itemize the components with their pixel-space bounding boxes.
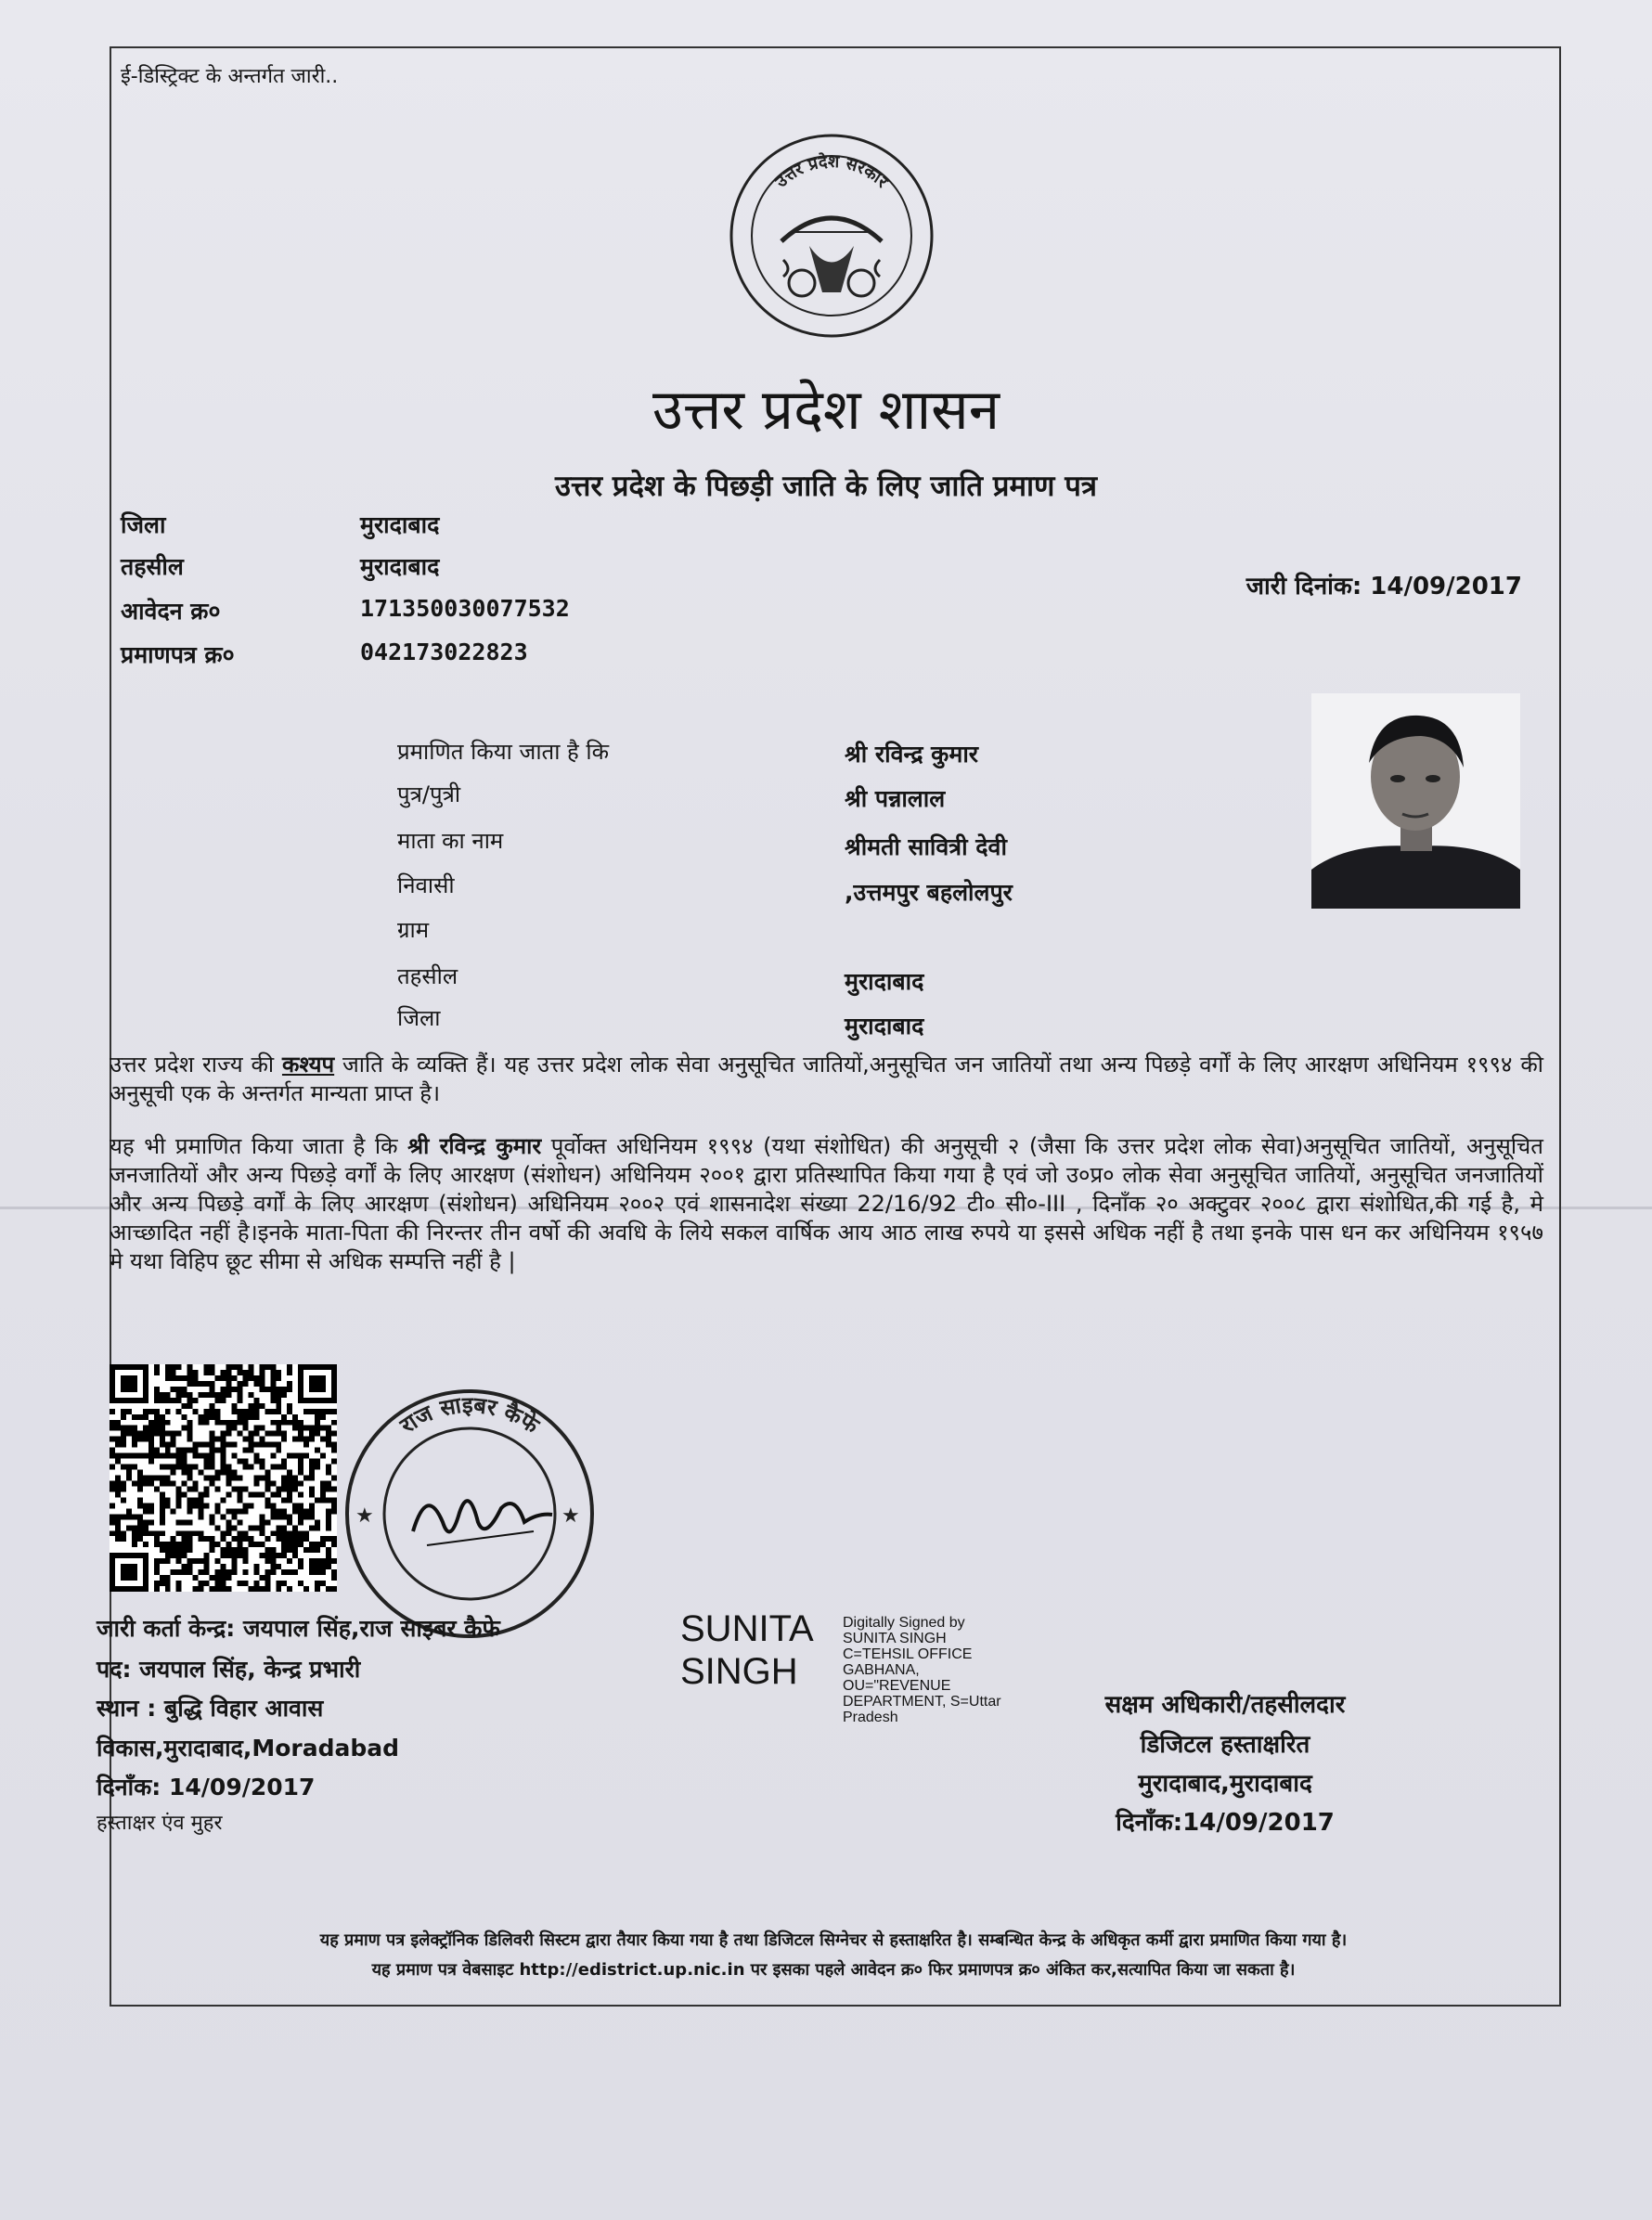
svg-text:★: ★ [561, 1504, 580, 1528]
district-value: मुरादाबाद [360, 511, 440, 538]
certification-paragraph-post: पूर्वोक्त अधिनियम १९९४ (यथा संशोधित) की अनुसूची २ (जैसा कि उत्तर प्रदेश लोक सेवा)अनुसूचित जातियों, अनुसूचित जनजातियों और अन्य पिछड़े वर्गों के लिए आरक्षण (संशोधन) अधिनियम २००१ द्वारा प्रतिस्थापित किया गया है एवं जो उ०प्र० लोक सेवा अनुसूचित जातियों, अनुसूचित जनजातियों और अन्य पिछड़े वर्गों के लिए आरक्षण (संशोधन) अधिनियम २००२ एवं शासनादेश संख्या 22/16/92 टी० सी०-III , दिनाँक २० अक्टुवर २००८ द्वारा संशोधित,की गई है, मे आच्छादित नहीं है।इनके माता-पिता की निरन्तर तीन वर्षो की अवधि के लिये सकल वार्षिक आय आठ लाख रुपये या इससे अधिक नहीं है तथा इनके पास धन कर अधिनियम १९५७ मे यथा विहिप छूट सीमा से अधिक सम्पत्ति नहीं है | [110, 1133, 1543, 1274]
authority-date: दिनाँक:14/09/2017 [1116, 1809, 1335, 1837]
certify-label: प्रमाणित किया जाता है कि [397, 739, 610, 765]
svg-text:राज साइबर कैफे: राज साइबर कैफे [395, 1391, 544, 1439]
svg-text:उत्तर प्रदेश सरकार: उत्तर प्रदेश सरकार [771, 151, 892, 192]
footer-note-1: यह प्रमाण पत्र इलेक्ट्रॉनिक डिलिवरी सिस्टम द्वारा तैयार किया गया है तथा डिजिटल सिग्नेचर से हस्ताक्षरित है। सम्बन्धित केन्द्र के अधिकृत कर्मी द्वारा प्रमाणित किया गया है। [319, 1930, 1348, 1950]
caste-paragraph [110, 1051, 1543, 1108]
applicant-name: श्री रविन्द्र कुमार [845, 741, 979, 768]
authority-location: मुरादाबाद,मुरादाबाद [1138, 1770, 1312, 1798]
certificate-subtitle: उत्तर प्रदेश के पिछड़ी जाति के लिए जाति प्रमाण पत्र [555, 470, 1097, 503]
issue-date: जारी दिनांक: 14/09/2017 [1245, 573, 1522, 600]
mother-name-label: माता का नाम [397, 828, 504, 854]
mother-name: श्रीमती सावित्री देवी [845, 833, 1007, 860]
field-tehsil-value: मुरादाबाद [845, 968, 924, 995]
footer-note-2: यह प्रमाण पत्र वेबसाइट http://edistrict.up.nic.in पर इसका पहले आवेदन क्र० फिर प्रमाणपत्र क्र० अंकित कर,सत्यापित किया जा सकता है। [371, 1960, 1296, 1980]
district-label: जिला [121, 511, 166, 538]
digital-signature-details: Digitally Signed by SUNITA SINGH C=TEHSIL OFFICE GABHANA, OU="REVENUE DEPARTMENT, S=Uttar Pradesh [843, 1615, 1001, 1725]
rubber-stamp-seal [339, 1383, 600, 1645]
certificate-no-value: 042173022823 [360, 639, 528, 665]
certification-applicant-name: श्री रविन्द्र कुमार [407, 1133, 542, 1159]
caste-paragraph-post: जाति के व्यक्ति हैं। यह उत्तर प्रदेश लोक सेवा अनुसूचित जातियों,अनुसूचित जन जातियों तथा अन्य पिछड़े वर्गों के लिए आरक्षण अधिनियम १९९४ की अनुसूची एक के अन्तर्गत मान्यता प्राप्त है। [110, 1052, 1543, 1106]
father-name: श्री पन्नालाल [845, 785, 946, 812]
resident-value: ,उत्तमपुर बहलोलपुर [845, 879, 1013, 906]
field-tehsil-label: तहसील [397, 963, 458, 989]
digital-signature-name-line1: SUNITA [680, 1608, 814, 1649]
issuing-center: जारी कर्ता केन्द्र: जयपाल सिंह,राज साइबर कैफे [97, 1615, 500, 1642]
village-label: ग्राम [397, 917, 430, 943]
certification-paragraph-pre: यह भी प्रमाणित किया जाता है कि [110, 1133, 408, 1159]
certificate-no-label: प्रमाणपत्र क्र० [121, 641, 235, 668]
qr-code-icon [110, 1364, 337, 1592]
issuer-date: दिनाँक: 14/09/2017 [97, 1774, 316, 1801]
applicant-photo [1311, 693, 1520, 909]
issuer-location: स्थान : बुद्धि विहार आवास [97, 1695, 324, 1722]
field-district-label: जिला [397, 1005, 441, 1031]
certification-paragraph [110, 1132, 1543, 1276]
issuer-location-city: विकास,मुरादाबाद,Moradabad [97, 1735, 400, 1762]
digital-signature-name [680, 1607, 814, 1693]
field-district-value: मुरादाबाद [845, 1013, 924, 1039]
certificate-title: उत्तर प्रदेश शासन [652, 378, 1000, 443]
digital-signature-name-line2: SINGH [680, 1651, 798, 1692]
authority-digital-signed: डिजिटल हस्ताक्षरित [1140, 1731, 1310, 1759]
application-no-label: आवेदन क्र० [121, 598, 221, 625]
issuer-designation: पद: जयपाल सिंह, केन्द्र प्रभारी [97, 1656, 361, 1683]
signature-and-seal-label: हस्ताक्षर एंव मुहर [97, 1812, 223, 1835]
header-note: ई-डिस्ट्रिक्ट के अन्तर्गत जारी.. [121, 65, 339, 88]
up-govt-emblem-icon [726, 130, 937, 342]
caste-name: कश्यप [281, 1052, 335, 1078]
tehsil-value: मुरादाबाद [360, 553, 440, 580]
svg-text:★: ★ [355, 1504, 374, 1528]
tehsil-label: तहसील [121, 553, 184, 580]
resident-label: निवासी [397, 872, 455, 898]
son-of-label: पुत्र/पुत्री [397, 781, 461, 807]
handwritten-signature [413, 1501, 552, 1531]
application-no-value: 171350030077532 [360, 595, 570, 622]
authority-title: सक्षम अधिकारी/तहसीलदार [1104, 1691, 1346, 1719]
caste-paragraph-pre: उत्तर प्रदेश राज्य की [110, 1052, 282, 1078]
